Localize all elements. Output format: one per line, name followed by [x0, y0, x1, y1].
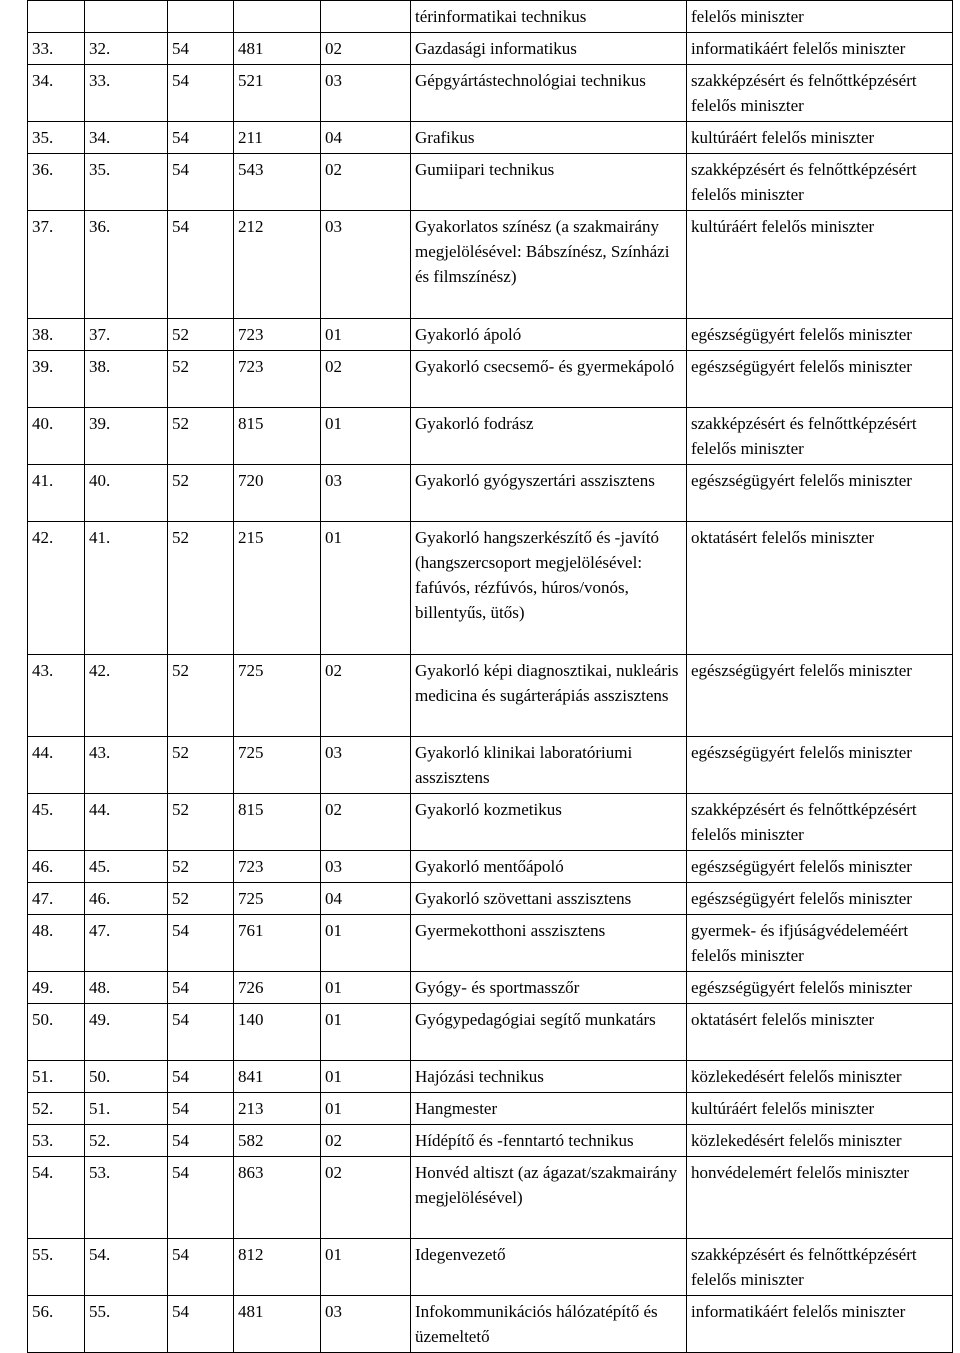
table-row: [28, 655, 953, 737]
row-number: 48.: [28, 915, 85, 972]
code-part-2: 725: [234, 655, 321, 737]
table-row: [28, 1125, 953, 1157]
qualification-name: Gyakorló csecsemő- és gyermekápoló: [411, 351, 687, 408]
responsible-minister: felelős miniszter: [687, 1, 953, 33]
qualification-name: Gépgyártástechnológiai technikus: [411, 65, 687, 122]
code-part-2: 543: [234, 154, 321, 211]
qualification-name: Gyakorló kozmetikus: [411, 794, 687, 851]
code-part-1: 52: [168, 737, 234, 794]
old-row-number: 46.: [85, 883, 168, 915]
code-part-3: 01: [321, 522, 411, 655]
old-row-number: 38.: [85, 351, 168, 408]
table-row: [28, 1061, 953, 1093]
code-part-3: 01: [321, 1239, 411, 1296]
code-part-2: 815: [234, 794, 321, 851]
row-number: 39.: [28, 351, 85, 408]
code-part-1: 54: [168, 211, 234, 319]
qualification-name: Gyógy- és sportmasszőr: [411, 972, 687, 1004]
code-part-3: 02: [321, 794, 411, 851]
code-part-2: 761: [234, 915, 321, 972]
qualification-name: Gyakorló gyógyszertári asszisztens: [411, 465, 687, 522]
row-number: 53.: [28, 1125, 85, 1157]
responsible-minister: oktatásért felelős miniszter: [687, 1004, 953, 1061]
code-part-2: 723: [234, 851, 321, 883]
row-number: 54.: [28, 1157, 85, 1239]
code-part-3: 01: [321, 972, 411, 1004]
old-row-number: 48.: [85, 972, 168, 1004]
old-row-number: 44.: [85, 794, 168, 851]
code-part-3: 01: [321, 408, 411, 465]
code-part-3: 02: [321, 33, 411, 65]
code-part-3: 01: [321, 1061, 411, 1093]
table-row: [28, 794, 953, 851]
code-part-3: 02: [321, 1157, 411, 1239]
table-row: [28, 351, 953, 408]
code-part-1: 54: [168, 1004, 234, 1061]
code-part-2: 841: [234, 1061, 321, 1093]
old-row-number: 45.: [85, 851, 168, 883]
code-part-3: 03: [321, 211, 411, 319]
table-row: [28, 1239, 953, 1296]
code-part-3: 01: [321, 1004, 411, 1061]
responsible-minister: gyermek- és ifjúságvédeleméért felelős miniszter: [687, 915, 953, 972]
responsible-minister: kultúráért felelős miniszter: [687, 211, 953, 319]
old-row-number: 54.: [85, 1239, 168, 1296]
table-row: [28, 972, 953, 1004]
code-part-2: 726: [234, 972, 321, 1004]
old-row-number: 55.: [85, 1296, 168, 1353]
old-row-number: 33.: [85, 65, 168, 122]
code-part-1: 52: [168, 465, 234, 522]
responsible-minister: egészségügyért felelős miniszter: [687, 883, 953, 915]
responsible-minister: szakképzésért és felnőttképzésért felelős miniszter: [687, 154, 953, 211]
table-row: [28, 465, 953, 522]
table-row: [28, 1296, 953, 1353]
row-number: 50.: [28, 1004, 85, 1061]
table-row: [28, 211, 953, 319]
old-row-number: 37.: [85, 319, 168, 351]
code-part-3: 03: [321, 1296, 411, 1353]
table-body: [28, 1, 953, 1353]
qualification-name: Gyógypedagógiai segítő munkatárs: [411, 1004, 687, 1061]
old-row-number: 34.: [85, 122, 168, 154]
old-row-number: 35.: [85, 154, 168, 211]
qualification-name: Gyakorló klinikai laboratóriumi asszisztens: [411, 737, 687, 794]
table-row: [28, 851, 953, 883]
code-part-3: 03: [321, 737, 411, 794]
code-part-2: 213: [234, 1093, 321, 1125]
row-number: [28, 1, 85, 33]
code-part-2: 582: [234, 1125, 321, 1157]
old-row-number: 36.: [85, 211, 168, 319]
table-row: [28, 737, 953, 794]
table-row: [28, 65, 953, 122]
code-part-3: 04: [321, 122, 411, 154]
code-part-2: 725: [234, 737, 321, 794]
row-number: 36.: [28, 154, 85, 211]
qualification-name: Gyermekotthoni asszisztens: [411, 915, 687, 972]
code-part-3: 01: [321, 319, 411, 351]
responsible-minister: kultúráért felelős miniszter: [687, 1093, 953, 1125]
old-row-number: 43.: [85, 737, 168, 794]
responsible-minister: egészségügyért felelős miniszter: [687, 655, 953, 737]
code-part-1: 52: [168, 351, 234, 408]
code-part-1: 52: [168, 319, 234, 351]
table-row: [28, 522, 953, 655]
code-part-3: 01: [321, 1093, 411, 1125]
old-row-number: 53.: [85, 1157, 168, 1239]
row-number: 37.: [28, 211, 85, 319]
code-part-2: 140: [234, 1004, 321, 1061]
responsible-minister: egészségügyért felelős miniszter: [687, 737, 953, 794]
qualification-name: Gyakorló ápoló: [411, 319, 687, 351]
row-number: 33.: [28, 33, 85, 65]
responsible-minister: közlekedésért felelős miniszter: [687, 1125, 953, 1157]
row-number: 46.: [28, 851, 85, 883]
code-part-2: 481: [234, 1296, 321, 1353]
code-part-1: 54: [168, 122, 234, 154]
row-number: 38.: [28, 319, 85, 351]
code-part-2: 723: [234, 351, 321, 408]
code-part-3: 02: [321, 154, 411, 211]
table-row: [28, 408, 953, 465]
qualification-name: Hangmester: [411, 1093, 687, 1125]
old-row-number: 52.: [85, 1125, 168, 1157]
qualification-name: Idegenvezető: [411, 1239, 687, 1296]
qualification-name: Grafikus: [411, 122, 687, 154]
old-row-number: 51.: [85, 1093, 168, 1125]
row-number: 41.: [28, 465, 85, 522]
row-number: 43.: [28, 655, 85, 737]
code-part-2: [234, 1, 321, 33]
responsible-minister: kultúráért felelős miniszter: [687, 122, 953, 154]
row-number: 56.: [28, 1296, 85, 1353]
qualification-name: Hídépítő és -fenntartó technikus: [411, 1125, 687, 1157]
responsible-minister: egészségügyért felelős miniszter: [687, 465, 953, 522]
code-part-2: 815: [234, 408, 321, 465]
qualification-name: Gyakorló képi diagnosztikai, nukleáris medicina és sugárterápiás asszisztens: [411, 655, 687, 737]
code-part-1: 54: [168, 154, 234, 211]
code-part-2: 863: [234, 1157, 321, 1239]
table-row: [28, 1, 953, 33]
old-row-number: 47.: [85, 915, 168, 972]
code-part-3: 03: [321, 851, 411, 883]
old-row-number: 41.: [85, 522, 168, 655]
responsible-minister: egészségügyért felelős miniszter: [687, 351, 953, 408]
code-part-1: 54: [168, 1239, 234, 1296]
code-part-1: 54: [168, 1296, 234, 1353]
code-part-3: 03: [321, 65, 411, 122]
code-part-1: 52: [168, 408, 234, 465]
responsible-minister: közlekedésért felelős miniszter: [687, 1061, 953, 1093]
code-part-2: 215: [234, 522, 321, 655]
qualification-name: Gyakorló szövettani asszisztens: [411, 883, 687, 915]
code-part-1: 54: [168, 33, 234, 65]
responsible-minister: egészségügyért felelős miniszter: [687, 319, 953, 351]
qualification-name: Gumiipari technikus: [411, 154, 687, 211]
code-part-3: 02: [321, 351, 411, 408]
code-part-1: 54: [168, 1093, 234, 1125]
code-part-3: [321, 1, 411, 33]
code-part-1: [168, 1, 234, 33]
old-row-number: 32.: [85, 33, 168, 65]
row-number: 34.: [28, 65, 85, 122]
code-part-2: 720: [234, 465, 321, 522]
code-part-1: 52: [168, 851, 234, 883]
code-part-2: 211: [234, 122, 321, 154]
row-number: 40.: [28, 408, 85, 465]
table-row: [28, 1093, 953, 1125]
qualification-name: Honvéd altiszt (az ágazat/szakmairány megjelölésével): [411, 1157, 687, 1239]
row-number: 35.: [28, 122, 85, 154]
qualification-name: Gazdasági informatikus: [411, 33, 687, 65]
code-part-1: 54: [168, 915, 234, 972]
code-part-1: 54: [168, 1157, 234, 1239]
code-part-3: 01: [321, 915, 411, 972]
responsible-minister: szakképzésért és felnőttképzésért felelős miniszter: [687, 1239, 953, 1296]
table-row: [28, 1157, 953, 1239]
table-row: [28, 33, 953, 65]
code-part-2: 812: [234, 1239, 321, 1296]
qualification-name: Gyakorlatos színész (a szakmairány megjelölésével: Bábszínész, Színházi és filmszínész): [411, 211, 687, 319]
code-part-3: 03: [321, 465, 411, 522]
qualification-name: Hajózási technikus: [411, 1061, 687, 1093]
code-part-1: 54: [168, 1125, 234, 1157]
code-part-3: 04: [321, 883, 411, 915]
table-row: [28, 319, 953, 351]
code-part-3: 02: [321, 1125, 411, 1157]
code-part-2: 723: [234, 319, 321, 351]
code-part-1: 54: [168, 65, 234, 122]
code-part-1: 52: [168, 655, 234, 737]
old-row-number: 50.: [85, 1061, 168, 1093]
code-part-1: 54: [168, 972, 234, 1004]
old-row-number: 40.: [85, 465, 168, 522]
row-number: 49.: [28, 972, 85, 1004]
code-part-2: 521: [234, 65, 321, 122]
row-number: 44.: [28, 737, 85, 794]
code-part-2: 212: [234, 211, 321, 319]
qualifications-table: [27, 0, 953, 1353]
row-number: 47.: [28, 883, 85, 915]
old-row-number: 49.: [85, 1004, 168, 1061]
old-row-number: 39.: [85, 408, 168, 465]
responsible-minister: informatikáért felelős miniszter: [687, 1296, 953, 1353]
code-part-2: 725: [234, 883, 321, 915]
code-part-1: 54: [168, 1061, 234, 1093]
responsible-minister: egészségügyért felelős miniszter: [687, 851, 953, 883]
row-number: 55.: [28, 1239, 85, 1296]
qualification-name: Gyakorló fodrász: [411, 408, 687, 465]
responsible-minister: informatikáért felelős miniszter: [687, 33, 953, 65]
table-row: [28, 122, 953, 154]
table-row: [28, 154, 953, 211]
old-row-number: 42.: [85, 655, 168, 737]
row-number: 42.: [28, 522, 85, 655]
code-part-3: 02: [321, 655, 411, 737]
row-number: 52.: [28, 1093, 85, 1125]
table-row: [28, 883, 953, 915]
responsible-minister: honvédelemért felelős miniszter: [687, 1157, 953, 1239]
responsible-minister: szakképzésért és felnőttképzésért felelős miniszter: [687, 65, 953, 122]
code-part-1: 52: [168, 794, 234, 851]
row-number: 45.: [28, 794, 85, 851]
code-part-1: 52: [168, 883, 234, 915]
responsible-minister: egészségügyért felelős miniszter: [687, 972, 953, 1004]
qualification-name: Gyakorló mentőápoló: [411, 851, 687, 883]
responsible-minister: szakképzésért és felnőttképzésért felelős miniszter: [687, 794, 953, 851]
table-row: [28, 1004, 953, 1061]
qualification-name: Infokommunikációs hálózatépítő és üzemeltető: [411, 1296, 687, 1353]
qualification-name: térinformatikai technikus: [411, 1, 687, 33]
old-row-number: [85, 1, 168, 33]
responsible-minister: szakképzésért és felnőttképzésért felelős miniszter: [687, 408, 953, 465]
responsible-minister: oktatásért felelős miniszter: [687, 522, 953, 655]
qualification-name: Gyakorló hangszerkészítő és -javító (hangszercsoport megjelölésével: fafúvós, rézfúvós, húros/vonós, billentyűs, ütős): [411, 522, 687, 655]
table-row: [28, 915, 953, 972]
code-part-2: 481: [234, 33, 321, 65]
row-number: 51.: [28, 1061, 85, 1093]
code-part-1: 52: [168, 522, 234, 655]
